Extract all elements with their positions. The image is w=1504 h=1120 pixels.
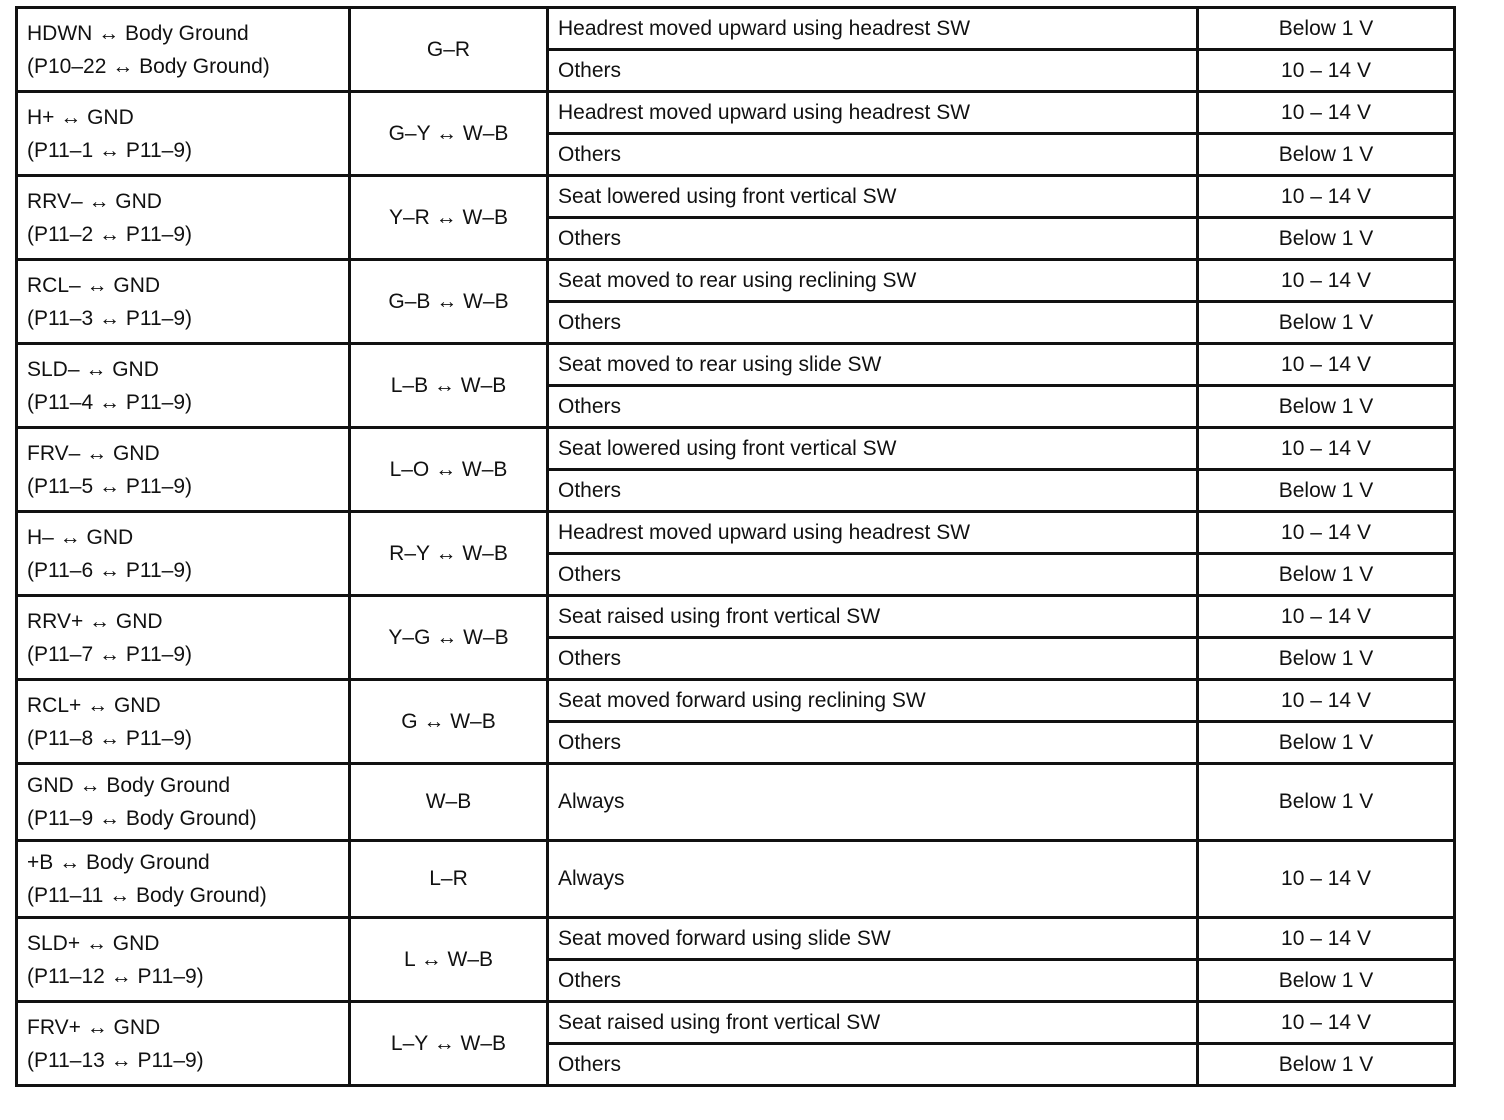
- terminal-cell: [17, 92, 350, 176]
- specified-condition-cell: Below 1 V: [1198, 554, 1455, 596]
- terminal-cell: [17, 344, 350, 428]
- terminal-pins: (P11–9 ↔ Body Ground): [27, 807, 257, 830]
- terminal-pins: (P11–5 ↔ P11–9): [27, 474, 192, 498]
- terminal-cell: [17, 764, 350, 841]
- specified-condition-cell: Below 1 V: [1198, 764, 1455, 841]
- condition-cell: Others: [548, 722, 1198, 764]
- table-row: [17, 841, 1455, 918]
- terminal-pins: (P11–4 ↔ P11–9): [27, 390, 192, 414]
- table-body: [17, 8, 1455, 1086]
- table-row: [17, 344, 1455, 386]
- condition-cell: Others: [548, 470, 1198, 512]
- wiring-color-cell: L ↔ W–B: [350, 918, 548, 1002]
- specified-condition-cell: 10 – 14 V: [1198, 596, 1455, 638]
- table-row: [17, 428, 1455, 470]
- terminal-pins: (P11–2 ↔ P11–9): [27, 222, 192, 246]
- specified-condition-cell: 10 – 14 V: [1198, 260, 1455, 302]
- table-row: [17, 512, 1455, 554]
- terminal-pins: (P11–11 ↔ Body Ground): [27, 884, 267, 907]
- terminal-name: RRV+ ↔ GND: [27, 609, 163, 633]
- condition-cell: Others: [548, 50, 1198, 92]
- wiring-color-cell: W–B: [350, 764, 548, 841]
- wiring-color-cell: G ↔ W–B: [350, 680, 548, 764]
- condition-cell: Others: [548, 134, 1198, 176]
- condition-cell: Others: [548, 1044, 1198, 1086]
- wiring-color-cell: L–R: [350, 841, 548, 918]
- condition-cell: Seat lowered using front vertical SW: [548, 176, 1198, 218]
- terminal-pins: (P11–1 ↔ P11–9): [27, 138, 192, 162]
- table-row: [17, 260, 1455, 302]
- specified-condition-cell: Below 1 V: [1198, 218, 1455, 260]
- table-row: [17, 764, 1455, 841]
- wiring-color-cell: L–B ↔ W–B: [350, 344, 548, 428]
- condition-cell: Headrest moved upward using headrest SW: [548, 92, 1198, 134]
- terminal-name: FRV+ ↔ GND: [27, 1015, 161, 1039]
- specified-condition-cell: 10 – 14 V: [1198, 1002, 1455, 1044]
- condition-cell: Headrest moved upward using headrest SW: [548, 512, 1198, 554]
- terminal-pins: (P10–22 ↔ Body Ground): [27, 54, 270, 78]
- terminal-pins: (P11–7 ↔ P11–9): [27, 642, 192, 666]
- terminal-cell: [17, 176, 350, 260]
- terminal-name: RRV– ↔ GND: [27, 189, 162, 213]
- condition-cell: Seat raised using front vertical SW: [548, 1002, 1198, 1044]
- table-row: [17, 596, 1455, 638]
- terminal-name: HDWN ↔ Body Ground: [27, 21, 249, 45]
- specified-condition-cell: 10 – 14 V: [1198, 50, 1455, 92]
- specified-condition-cell: Below 1 V: [1198, 386, 1455, 428]
- terminal-cell: [17, 8, 350, 92]
- terminal-cell: [17, 680, 350, 764]
- condition-cell: Always: [548, 764, 1198, 841]
- terminal-cell: [17, 841, 350, 918]
- terminal-name: +B ↔ Body Ground: [27, 851, 210, 874]
- terminal-pins: (P11–8 ↔ P11–9): [27, 726, 192, 750]
- condition-cell: Others: [548, 638, 1198, 680]
- wiring-color-cell: G–B ↔ W–B: [350, 260, 548, 344]
- specified-condition-cell: 10 – 14 V: [1198, 92, 1455, 134]
- wiring-color-cell: Y–R ↔ W–B: [350, 176, 548, 260]
- condition-cell: Others: [548, 302, 1198, 344]
- condition-cell: Seat moved forward using slide SW: [548, 918, 1198, 960]
- condition-cell: Seat moved to rear using slide SW: [548, 344, 1198, 386]
- condition-cell: Others: [548, 218, 1198, 260]
- specified-condition-cell: 10 – 14 V: [1198, 841, 1455, 918]
- condition-cell: Always: [548, 841, 1198, 918]
- terminal-name: GND ↔ Body Ground: [27, 774, 231, 797]
- terminal-name: SLD– ↔ GND: [27, 357, 159, 381]
- terminal-name: H+ ↔ GND: [27, 105, 134, 129]
- terminal-cell: [17, 512, 350, 596]
- specified-condition-cell: Below 1 V: [1198, 638, 1455, 680]
- terminal-name: FRV– ↔ GND: [27, 441, 160, 465]
- terminal-voltage-table-container: [15, 6, 1453, 1087]
- table-row: [17, 92, 1455, 134]
- specified-condition-cell: Below 1 V: [1198, 1044, 1455, 1086]
- table-row: [17, 176, 1455, 218]
- wiring-color-cell: L–O ↔ W–B: [350, 428, 548, 512]
- specified-condition-cell: 10 – 14 V: [1198, 428, 1455, 470]
- table-row: [17, 680, 1455, 722]
- specified-condition-cell: 10 – 14 V: [1198, 918, 1455, 960]
- wiring-color-cell: G–Y ↔ W–B: [350, 92, 548, 176]
- terminal-name: RCL– ↔ GND: [27, 273, 161, 297]
- terminal-pins: (P11–3 ↔ P11–9): [27, 306, 192, 330]
- terminal-cell: [17, 596, 350, 680]
- terminal-name: RCL+ ↔ GND: [27, 693, 161, 717]
- terminal-cell: [17, 1002, 350, 1086]
- specified-condition-cell: 10 – 14 V: [1198, 512, 1455, 554]
- table-row: [17, 918, 1455, 960]
- specified-condition-cell: 10 – 14 V: [1198, 176, 1455, 218]
- condition-cell: Others: [548, 554, 1198, 596]
- condition-cell: Headrest moved upward using headrest SW: [548, 8, 1198, 50]
- wiring-color-cell: G–R: [350, 8, 548, 92]
- terminal-cell: [17, 428, 350, 512]
- condition-cell: Seat moved to rear using reclining SW: [548, 260, 1198, 302]
- table-row: [17, 1002, 1455, 1044]
- specified-condition-cell: Below 1 V: [1198, 960, 1455, 1002]
- table-row: [17, 8, 1455, 50]
- specified-condition-cell: Below 1 V: [1198, 302, 1455, 344]
- specified-condition-cell: 10 – 14 V: [1198, 680, 1455, 722]
- terminal-cell: [17, 918, 350, 1002]
- terminal-voltage-table: [15, 6, 1456, 1087]
- terminal-pins: (P11–13 ↔ P11–9): [27, 1048, 204, 1072]
- specified-condition-cell: Below 1 V: [1198, 134, 1455, 176]
- terminal-pins: (P11–12 ↔ P11–9): [27, 964, 204, 988]
- specified-condition-cell: 10 – 14 V: [1198, 344, 1455, 386]
- condition-cell: Seat lowered using front vertical SW: [548, 428, 1198, 470]
- terminal-name: SLD+ ↔ GND: [27, 931, 160, 955]
- wiring-color-cell: R–Y ↔ W–B: [350, 512, 548, 596]
- specified-condition-cell: Below 1 V: [1198, 8, 1455, 50]
- specified-condition-cell: Below 1 V: [1198, 722, 1455, 764]
- condition-cell: Others: [548, 960, 1198, 1002]
- specified-condition-cell: Below 1 V: [1198, 470, 1455, 512]
- condition-cell: Seat moved forward using reclining SW: [548, 680, 1198, 722]
- terminal-name: H– ↔ GND: [27, 525, 134, 549]
- condition-cell: Others: [548, 386, 1198, 428]
- condition-cell: Seat raised using front vertical SW: [548, 596, 1198, 638]
- wiring-color-cell: L–Y ↔ W–B: [350, 1002, 548, 1086]
- terminal-pins: (P11–6 ↔ P11–9): [27, 558, 192, 582]
- terminal-cell: [17, 260, 350, 344]
- wiring-color-cell: Y–G ↔ W–B: [350, 596, 548, 680]
